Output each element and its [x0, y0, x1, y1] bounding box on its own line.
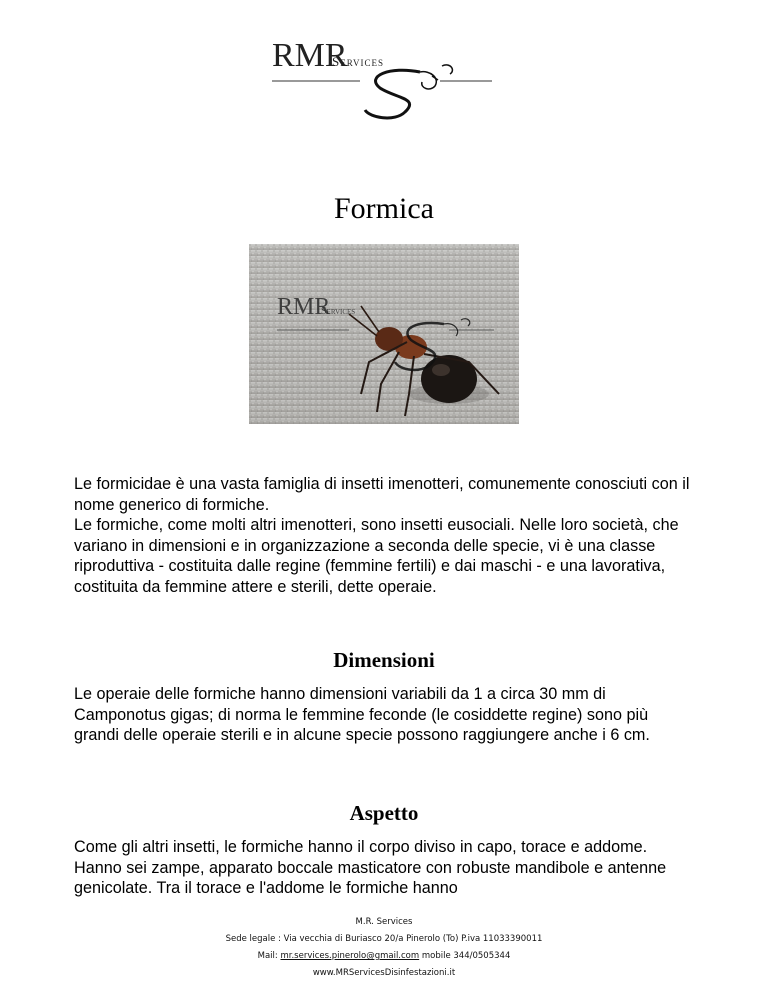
section-heading-aspetto: Aspetto: [349, 801, 419, 825]
section-text-dimensioni: Le operaie delle formiche hanno dimensioni variabili da 1 a circa 30 mm di Camponotus gigas; di norma le femmine feconde (le cosiddette regine) sono più grandi delle operaie sterili e in alcune specie possono raggiungere anche i 6 cm.: [74, 685, 650, 744]
footer-website[interactable]: www.MRServicesDisinfestazioni.it: [312, 968, 456, 978]
page-footer: [0, 914, 768, 982]
document-title: Formica: [334, 192, 434, 226]
footer-company: M.R. Services: [355, 917, 413, 927]
photo-watermark-word: Services: [321, 306, 356, 317]
intro-paragraph-2: Le formiche, come molti altri imenotteri, sono insetti eusociali. Nelle loro società, che variano in dimensioni e in organizzazione a seconda delle specie, vi è una classe riproduttiva - costituita dalle regine (femmine fertili) e dai maschi - e una lavorativa, costituita da femmine attere e sterili, dette operaie.: [74, 516, 679, 596]
footer-mobile: mobile 344/0505344: [419, 951, 511, 961]
company-logo: [270, 36, 500, 126]
photo-watermark-letters: RMR: [277, 294, 331, 320]
footer-address: Sede legale : Via vecchia di Buriasco 20/a Pinerolo (To) P.iva 11033390011: [225, 934, 543, 944]
logo-letters: RMR: [272, 37, 348, 74]
section-heading-dimensioni: Dimensioni: [333, 648, 435, 672]
rmr-logo-graphic: [270, 36, 500, 126]
ant-photo: [249, 244, 519, 424]
footer-contacts: [0, 948, 768, 965]
footer-email-link[interactable]: mr.services.pinerolo@gmail.com: [280, 951, 420, 961]
intro-paragraph-1: Le formicidae è una vasta famiglia di insetti imenotteri, comunemente conosciuti con il nome generico di formiche.: [74, 475, 690, 514]
section-text-aspetto: Come gli altri insetti, le formiche hanno il corpo diviso in capo, torace e addome. Hanno sei zampe, apparato boccale masticatore con robuste mandibole e antenne genicolate. Tra il torace e l'addome le formiche hanno: [74, 838, 667, 897]
footer-mail-label: Mail:: [257, 951, 281, 961]
logo-word: Services: [332, 54, 385, 69]
